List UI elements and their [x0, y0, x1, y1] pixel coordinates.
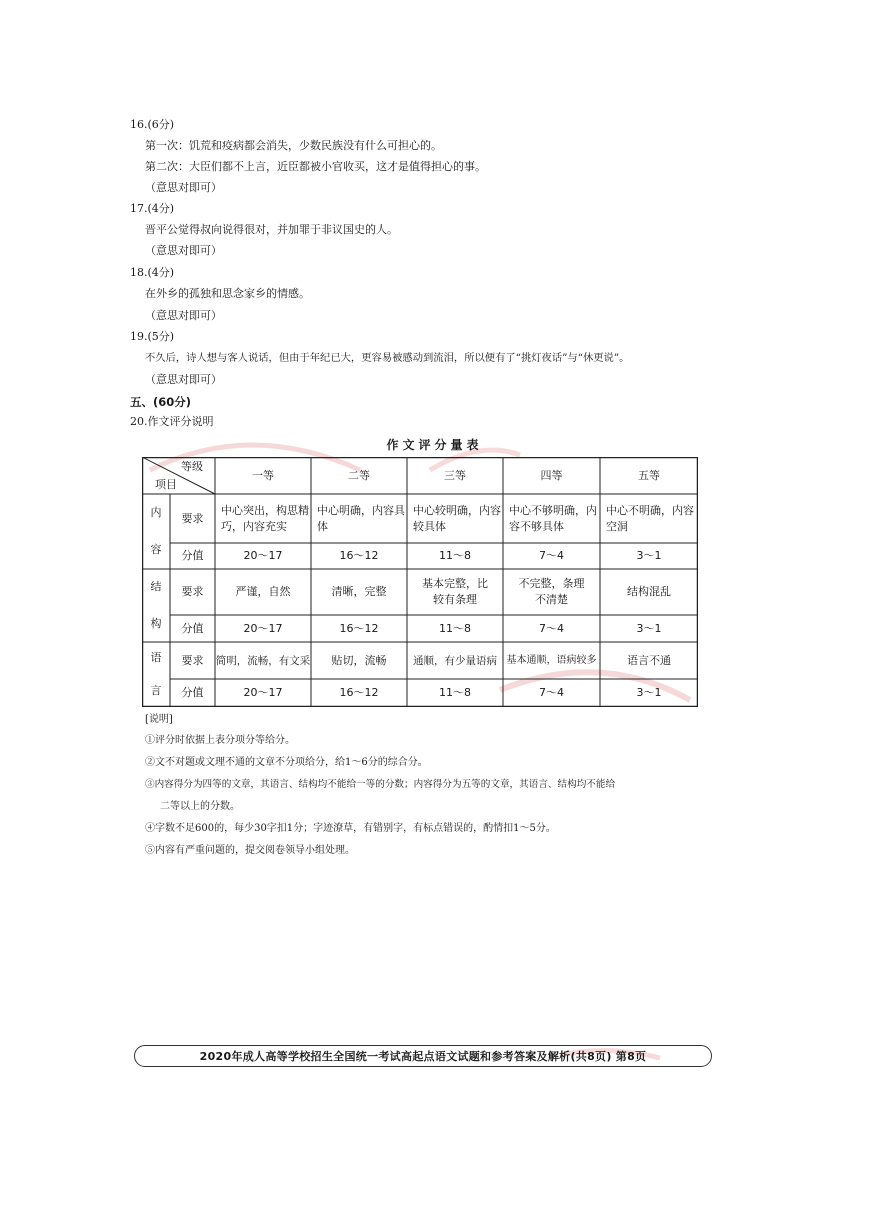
corner-item-label: 项目 — [155, 478, 177, 491]
content-require-5: 中心不明确，内容空洞 — [606, 503, 694, 533]
content-score-4: 7～4 — [539, 549, 564, 562]
group-structure-char-2: 构 — [150, 616, 162, 630]
structure-require-3: 基本完整，比较有条理 — [422, 577, 488, 606]
scoring-table — [142, 457, 698, 707]
table-title: 作文评分量表 — [386, 438, 483, 452]
q17-line-2: （意思对即可） — [145, 244, 222, 257]
content-require-4: 中心不够明确，内容不够具体 — [509, 503, 597, 533]
q18-header: 18.(4分) — [130, 266, 175, 279]
corner-level-label: 等级 — [181, 460, 203, 473]
language-score-3: 11～8 — [439, 686, 471, 699]
note-3-continued: 二等以上的分数。 — [160, 801, 240, 812]
content-score-5: 3～1 — [636, 549, 662, 562]
note-5: ⑤内容有严重问题的，提交阅卷领导小组处理。 — [145, 845, 355, 856]
notes-title: [说明] — [145, 714, 173, 725]
note-2: ②文不对题或文理不通的文章不分项给分，给1～6分的综合分。 — [145, 757, 428, 768]
section-5-title: 五、(60分) — [130, 395, 192, 409]
content-require-label: 要求 — [181, 511, 204, 525]
page-footer: 2020年成人高等学校招生全国统一考试高起点语文试题和参考答案及解析(共8页) 第8页 — [134, 1045, 712, 1067]
group-content-char-1: 内 — [150, 505, 162, 519]
q19-line-2: （意思对即可） — [145, 373, 222, 386]
language-score-label: 分值 — [181, 686, 204, 699]
q18-line-1: 在外乡的孤独和思念家乡的情感。 — [145, 287, 310, 300]
structure-score-1: 20～17 — [243, 621, 283, 635]
q16-line-2: 第二次：大臣们都不上言，近臣都被小官收买，这才是值得担心的事。 — [145, 160, 486, 173]
q17-line-1: 晋平公觉得叔向说得很对，并加罪于非议国史的人。 — [145, 223, 398, 236]
q17-header: 17.(4分) — [130, 202, 175, 215]
level-header-1: 一等 — [252, 468, 274, 482]
content-require-1: 中心突出，构思精巧，内容充实 — [221, 503, 309, 533]
language-require-2: 贴切，流畅 — [331, 653, 387, 667]
content-score-1: 20～17 — [243, 549, 283, 562]
q19-line-1: 不久后，诗人想与客人说话，但由于年纪已大，更容易被感动到流泪，所以便有了“挑灯夜话”与“休更说”。 — [145, 352, 630, 364]
content-score-3: 11～8 — [439, 549, 471, 562]
group-content-label — [142, 494, 170, 569]
content-require-3: 中心较明确，内容较具体 — [413, 503, 501, 533]
level-header-3: 三等 — [444, 468, 466, 482]
group-language-label — [142, 642, 170, 707]
group-language-char-1: 语 — [150, 651, 162, 665]
structure-require-4: 不完整，条理不清楚 — [518, 577, 585, 606]
q16-line-1: 第一次：饥荒和疫病都会消失，少数民族没有什么可担心的。 — [145, 139, 442, 152]
group-structure-label — [142, 569, 170, 642]
structure-score-4: 7～4 — [539, 621, 564, 635]
content-require-2: 中心明确，内容具体 — [317, 503, 405, 533]
q16-line-3: （意思对即可） — [145, 181, 222, 194]
level-header-2: 二等 — [348, 468, 370, 482]
structure-require-2: 清晰，完整 — [331, 585, 387, 598]
structure-score-label: 分值 — [181, 621, 204, 635]
note-1: ①评分时依据上表分项分等给分。 — [145, 735, 295, 746]
language-require-3: 通顺，有少量语病 — [413, 654, 497, 667]
structure-score-2: 16～12 — [339, 621, 379, 635]
group-content-char-2: 容 — [150, 543, 162, 557]
structure-score-3: 11～8 — [439, 621, 471, 635]
language-require-5: 语言不通 — [627, 653, 671, 667]
group-language-char-2: 言 — [150, 683, 162, 697]
structure-score-5: 3～1 — [636, 621, 662, 635]
language-require-4: 基本通顺，语病较多 — [506, 654, 597, 666]
language-score-4: 7～4 — [539, 686, 564, 699]
structure-require-label: 要求 — [181, 585, 204, 598]
structure-require-5: 结构混乱 — [627, 585, 671, 598]
language-require-label: 要求 — [181, 653, 204, 667]
language-score-5: 3～1 — [636, 686, 662, 699]
language-score-1: 20～17 — [243, 686, 283, 699]
level-header-5: 五等 — [638, 468, 660, 482]
content-score-label: 分值 — [181, 549, 204, 562]
content-score-2: 16～12 — [339, 549, 379, 562]
q19-header: 19.(5分) — [130, 330, 175, 343]
language-require-1: 简明，流畅，有文采 — [215, 654, 311, 667]
q16-header: 16.(6分) — [130, 118, 175, 131]
q18-line-2: （意思对即可） — [145, 309, 222, 322]
q20-header: 20.作文评分说明 — [130, 415, 214, 428]
note-4: ④字数不足600的，每少30字扣1分；字迹潦草，有错别字，有标点错误的，酌情扣1～5分。 — [145, 823, 556, 834]
note-3: ③内容得分为四等的文章，其语言、结构均不能给一等的分数；内容得分为五等的文章，其语言、结构均不能给 — [145, 779, 616, 790]
structure-require-1: 严谨，自然 — [235, 585, 291, 598]
group-structure-char-1: 结 — [150, 580, 162, 594]
language-score-2: 16～12 — [339, 686, 379, 699]
level-header-4: 四等 — [540, 468, 563, 482]
